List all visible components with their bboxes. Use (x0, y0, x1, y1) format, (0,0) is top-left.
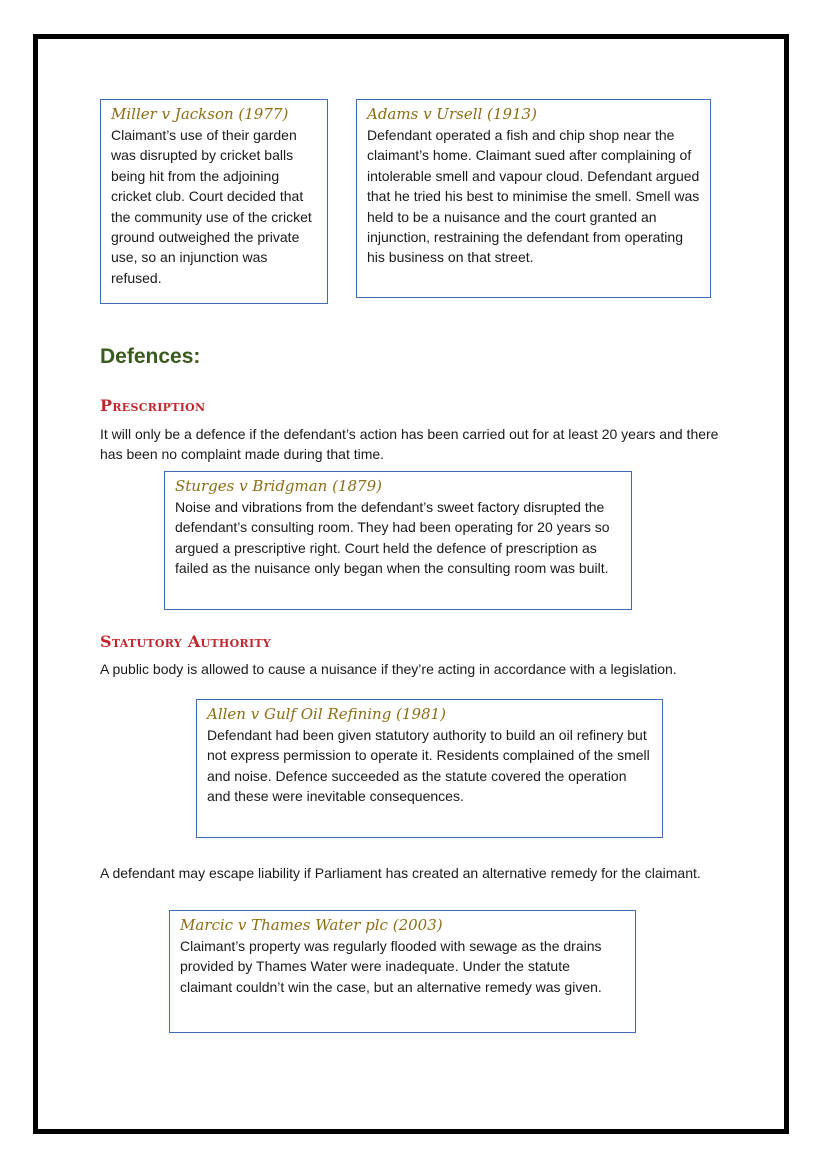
case-box-miller-v-jackson (100, 99, 328, 304)
case-text: Defendant operated a fish and chip shop near the claimant’s home. Claimant sued after complaining of intolerable smell and vapour cloud. Defendant argued that he tried his best to minimise the smell. Smell was held to be a nuisance and the court granted an injunction, restraining the defendant from operating his business on that street. (367, 127, 700, 266)
case-text: Defendant had been given statutory authority to build an oil refinery but not express permission to operate it. Residents complained of the smell and noise. Defence succeeded as the statute covered the operation and these were inevitable consequences. (207, 727, 650, 805)
alternative-remedy-paragraph: A defendant may escape liability if Parliament has created an alternative remedy for the claimant. (100, 865, 701, 881)
case-text: Claimant’s use of their garden was disrupted by cricket balls being hit from the adjoining cricket club. Court decided that the community use of the cricket ground outweighed the private use, so an injunction was refused. (111, 127, 312, 286)
case-text: Noise and vibrations from the defendant’s sweet factory disrupted the defendant’s consulting room. They had been operating for 20 years so argued a prescriptive right. Court held the defence of prescription as failed as the nuisance only began when the consulting room was built. (175, 499, 610, 577)
defences-heading: Defences: (100, 345, 201, 368)
statutory-authority-paragraph: A public body is allowed to cause a nuisance if they’re acting in accordance with a legislation. (100, 661, 677, 677)
case-box-marcic-v-thames-water (169, 910, 636, 1033)
statutory-authority-heading: Statutory Authority (100, 632, 272, 651)
case-text: Claimant’s property was regularly flooded with sewage as the drains provided by Thames Water were inadequate. Under the statute claimant couldn’t win the case, but an alternative remedy was given. (180, 938, 602, 995)
case-box-allen-v-gulf-oil (196, 699, 663, 838)
prescription-heading: Prescription (100, 396, 206, 415)
case-box-adams-v-ursell (356, 99, 711, 298)
case-box-sturges-v-bridgman (164, 471, 632, 610)
case-title: Adams v Ursell (1913) (367, 105, 537, 123)
prescription-paragraph: It will only be a defence if the defendant’s action has been carried out for at least 20 years and there has been no complaint made during that time. (100, 426, 719, 463)
case-title: Miller v Jackson (1977) (111, 105, 289, 123)
case-title: Marcic v Thames Water plc (2003) (180, 916, 443, 934)
case-title: Allen v Gulf Oil Refining (1981) (207, 705, 446, 723)
case-title: Sturges v Bridgman (1879) (175, 477, 382, 495)
